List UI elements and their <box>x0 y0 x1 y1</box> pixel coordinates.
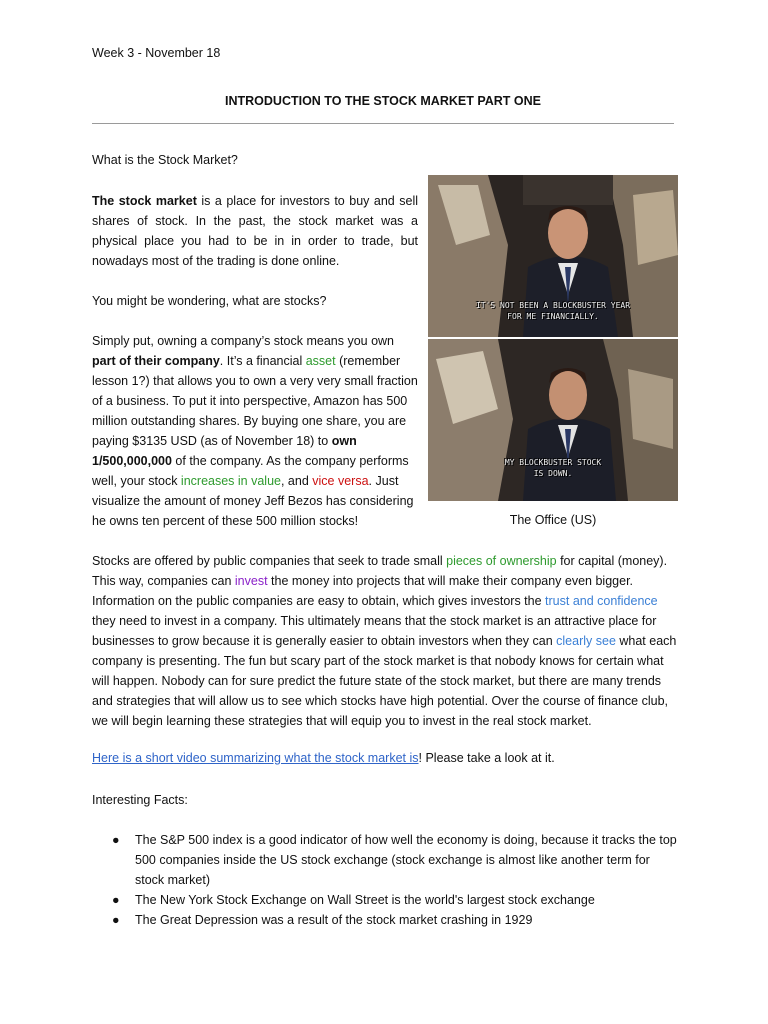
list-item <box>92 830 682 890</box>
term-own-fraction: own 1/500,000,000 <box>92 434 357 468</box>
term-asset: asset <box>305 354 336 368</box>
office-still-2 <box>428 339 678 501</box>
week-date: Week 3 - November 18 <box>92 46 221 60</box>
subtitle-1: IT'S NOT BEEN A BLOCKBUSTER YEAR FOR ME FINANCIALLY. <box>475 301 631 321</box>
term-increases-in-value: increases in value <box>180 474 281 488</box>
image-caption: The Office (US) <box>509 513 597 527</box>
video-line <box>92 751 555 765</box>
intro-paragraph-2: You might be wondering, what are stocks? <box>92 294 327 308</box>
subtitle-2: MY BLOCKBUSTER STOCK IS DOWN. <box>504 458 602 478</box>
term-invest: invest <box>234 574 268 588</box>
facts-list <box>92 830 682 930</box>
video-link[interactable]: Here is a short video summarizing what the stock market is <box>92 751 419 765</box>
term-vice-versa: vice versa <box>312 474 369 488</box>
fact-text: The New York Stock Exchange on Wall Street is the world's largest stock exchange <box>135 893 595 907</box>
p3-text-1: Simply put, owning a company’s stock means you own <box>92 334 395 348</box>
body-text-3: the money into projects that will make their company even bigger. Information on the public companies are easy to obtain, which gives investors the <box>92 574 634 608</box>
facts-heading: Interesting Facts: <box>92 793 188 807</box>
intro-p1-text: is a place for investors to buy and sell shares of stock. In the past, the stock market was a physical place you had to be in in order to trade, but nowadays most of the trading is done online. <box>92 194 418 268</box>
p3-text-6: . Just visualize the amount of money Jeff Bezos has considering he owns ten percent of these 500 million stocks! <box>92 474 414 528</box>
body-text-4: they need to invest in a company. This ultimately means that the stock market is an attractive place for businesses to grow because it is generally easier to obtain investors when they can <box>92 614 657 648</box>
title-divider <box>92 123 674 124</box>
term-pieces-of-ownership: pieces of ownership <box>446 554 557 568</box>
bullet-icon: ● <box>112 833 120 847</box>
office-still-1 <box>428 175 678 337</box>
p3-text-5: , and <box>280 474 313 488</box>
term-stock-market: The stock market <box>92 194 197 208</box>
section-question: What is the Stock Market? <box>92 153 238 167</box>
p3-text-2: . It’s a financial <box>219 354 306 368</box>
body-text-1: Stocks are offered by public companies that seek to trade small <box>92 554 447 568</box>
intro-paragraph-3 <box>92 331 418 531</box>
intro-column <box>92 191 418 551</box>
intro-paragraph-1 <box>92 191 418 271</box>
body-paragraph <box>92 551 682 731</box>
list-item <box>92 910 682 930</box>
list-item <box>92 890 682 910</box>
bullet-icon: ● <box>112 893 120 907</box>
term-trust-and-confidence: trust and confidence <box>545 594 658 608</box>
body-text-5: what each company is presenting. The fun but scary part of the stock market is that nobody knows for certain what will happen. Nobody can for sure predict the future state of the stock market, but there are many trends and strategies that will allow us to see which stocks have high potential. Over the course of finance club, we will begin learning these strategies that will equip you to invest in the real stock market. <box>92 634 677 728</box>
body-text-2: for capital (money). This way, companies can <box>92 554 668 588</box>
p3-text-4: of the company. As the company performs well, your stock <box>92 454 409 488</box>
bullet-icon: ● <box>112 913 120 927</box>
term-clearly-see: clearly see <box>556 634 616 648</box>
fact-text: The Great Depression was a result of the stock market crashing in 1929 <box>135 913 533 927</box>
document-title: INTRODUCTION TO THE STOCK MARKET PART ONE <box>225 94 541 108</box>
p3-text-3: (remember lesson 1?) that allows you to own a very very small fraction of a business. To put it into perspective, Amazon has 500 million outstanding shares. By buying one share, you are paying $3135 USD (as of November 18) to <box>92 354 418 448</box>
term-part-of-company: part of their company <box>92 354 220 368</box>
fact-text: The S&P 500 index is a good indicator of how well the economy is doing, because it tracks the top 500 companies inside the US stock exchange (stock exchange is almost like another term for stock market) <box>135 833 677 887</box>
video-line-text: ! Please take a look at it. <box>418 751 555 765</box>
